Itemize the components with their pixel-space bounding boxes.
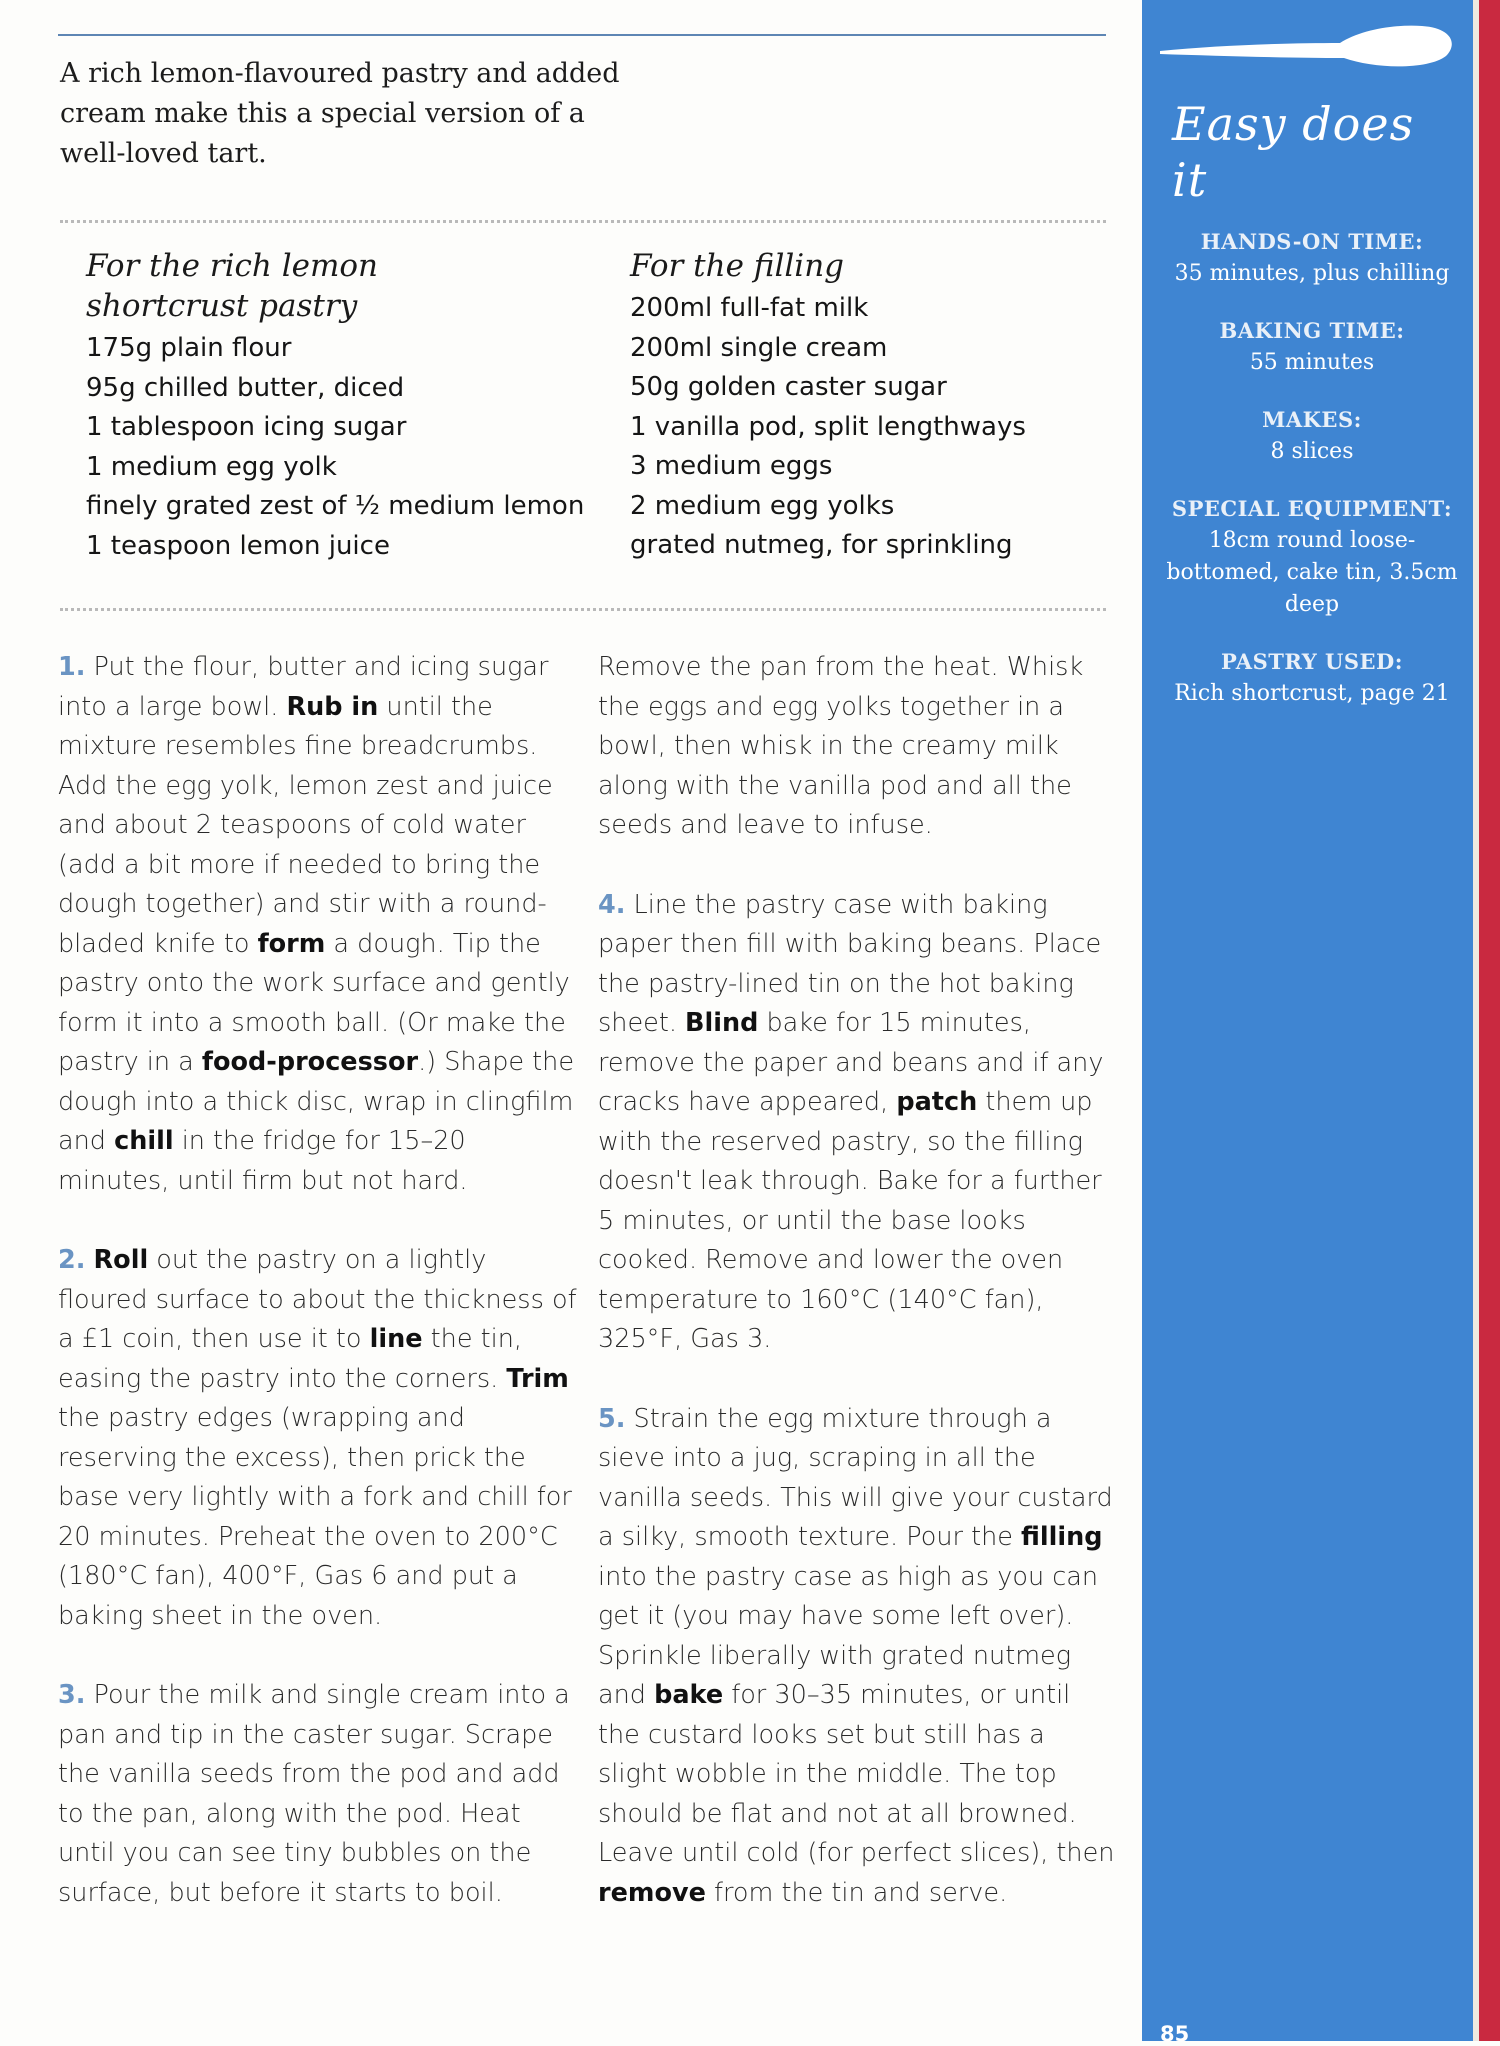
filling-ingredients bbox=[630, 246, 1100, 566]
method-step-5 bbox=[598, 1400, 1118, 1914]
filling-list bbox=[630, 289, 1100, 566]
sidebar-title: Easy does it bbox=[1172, 97, 1415, 207]
step-keyword: remove bbox=[598, 1877, 706, 1908]
sidebar-info bbox=[1162, 226, 1462, 735]
ingredient-item: 200ml full-fat milk bbox=[630, 293, 869, 323]
ingredient-item: 200ml single cream bbox=[630, 332, 888, 363]
step-keyword: Blind bbox=[685, 1008, 759, 1038]
filling-heading: For the filling bbox=[630, 248, 845, 284]
intro-text: A rich lemon-flavoured pastry and added cream make this a special version of a well-loved tart. bbox=[60, 58, 620, 169]
spoon-icon bbox=[1160, 18, 1460, 78]
step-text: into the pastry case as high as you can get it (you may have some left over). Sprinkle liberally with grated nutmeg and bbox=[598, 1561, 1099, 1710]
info-block bbox=[1162, 404, 1462, 468]
step-text: the tin, easing the pastry into the corners. bbox=[58, 1324, 522, 1394]
info-value: 8 slices bbox=[1270, 439, 1354, 464]
step-text: from the tin and serve. bbox=[705, 1877, 1008, 1908]
pastry-heading-line1: For the rich lemon bbox=[86, 248, 378, 284]
method-step-2 bbox=[58, 1241, 578, 1636]
info-block bbox=[1162, 226, 1462, 290]
ingredient-item: 175g plain flour bbox=[86, 333, 292, 363]
ingredient-item: 1 tablespoon icing sugar bbox=[86, 412, 407, 442]
step-keyword: bake bbox=[654, 1680, 724, 1710]
step-keyword: Roll bbox=[93, 1245, 149, 1275]
step-text: in the fridge for 15–20 minutes, until firm but not hard. bbox=[58, 1126, 468, 1196]
dotted-divider-bottom bbox=[60, 608, 1106, 611]
info-block bbox=[1162, 646, 1462, 710]
step-text: the pastry edges (wrapping and reserving the excess), then prick the base very lightly with a fork and chill for 20 minutes. Preheat the oven to 200°C (180°C fan), 400°F, Gas 6 and put a baking sheet in the oven. bbox=[58, 1403, 572, 1631]
step-text: out the pastry on a lightly floured surface to about the thickness of a £1 coin, then use it to bbox=[58, 1245, 577, 1354]
step-number: 3. bbox=[58, 1680, 86, 1710]
method-step-3 bbox=[58, 1676, 578, 1913]
ingredient-item: 3 medium eggs bbox=[630, 451, 833, 481]
method-step-4 bbox=[598, 886, 1118, 1360]
step-keyword: Rub in bbox=[286, 691, 379, 722]
top-rule bbox=[58, 34, 1106, 36]
info-block bbox=[1162, 315, 1462, 379]
step-keyword: form bbox=[257, 928, 326, 959]
info-value: Rich shortcrust, page 21 bbox=[1174, 681, 1450, 706]
step-text: Pour the milk and single cream into a pan and tip in the caster sugar. Scrape the vanilla seeds from the pod and add to the pan, along with the pod. Heat until you can see tiny bubbles on the surface, but before it starts to boil. bbox=[58, 1680, 570, 1908]
easy-does-it-panel bbox=[1142, 0, 1473, 2046]
info-label: PASTRY USED: bbox=[1221, 649, 1403, 674]
step-text bbox=[85, 1245, 93, 1275]
step-number: 1. bbox=[58, 652, 86, 682]
ingredient-item: 1 vanilla pod, split lengthways bbox=[630, 411, 1026, 442]
info-label: MAKES: bbox=[1262, 407, 1362, 432]
step-text: Remove the pan from the heat. Whisk the eggs and egg yolks together in a bowl, then whisk in the creamy milk along with the vanilla pod and all the seeds and leave to infuse. bbox=[598, 652, 1084, 840]
info-value: 55 minutes bbox=[1249, 350, 1375, 375]
ingredient-item: 95g chilled butter, diced bbox=[86, 372, 405, 403]
book-edge-red bbox=[1479, 0, 1500, 2041]
step-text: Put the flour, butter and icing sugar into a large bowl. bbox=[58, 652, 549, 722]
ingredient-item: 1 teaspoon lemon juice bbox=[86, 530, 390, 561]
info-block bbox=[1162, 493, 1462, 621]
step-number: 5. bbox=[598, 1403, 626, 1434]
info-value: 18cm round loose-bottomed, cake tin, 3.5cm deep bbox=[1166, 528, 1458, 617]
dotted-divider-top bbox=[60, 220, 1106, 223]
pastry-ingredients bbox=[86, 246, 606, 566]
info-label: SPECIAL EQUIPMENT: bbox=[1171, 496, 1453, 521]
ingredient-item: 1 medium egg yolk bbox=[86, 451, 337, 482]
method-step-1 bbox=[58, 648, 578, 1201]
pastry-heading bbox=[86, 246, 606, 326]
step-text: until the mixture resembles fine breadcrumbs. Add the egg yolk, lemon zest and juice and about 2 teaspoons of cold water (add a bit more if needed to bring the dough together) and stir with a round-bladed knife to bbox=[58, 691, 553, 959]
step-keyword: Trim bbox=[506, 1363, 569, 1394]
ingredient-item: 50g golden caster sugar bbox=[630, 372, 947, 402]
step-text: .) Shape the dough into a thick disc, wrap in clingfilm and bbox=[58, 1047, 575, 1156]
step-text: Strain the egg mixture through a sieve into a jug, scraping in all the vanilla seeds. This will give your custard a silky, smooth texture. Pour the bbox=[598, 1403, 1113, 1552]
step-text: Line the pastry case with baking paper then fill with baking beans. Place the pastry-lined tin on the hot baking sheet. bbox=[598, 889, 1102, 1038]
step-number: 2. bbox=[58, 1245, 86, 1275]
ingredient-item: finely grated zest of ½ medium lemon bbox=[86, 491, 585, 521]
info-label: HANDS-ON TIME: bbox=[1200, 229, 1424, 254]
ingredient-item: 2 medium egg yolks bbox=[630, 490, 895, 521]
step-text: for 30–35 minutes, or until the custard looks set but still has a slight wobble in the middle. The top should be flat and not at all browned. Leave until cold (for perfect slices), then bbox=[598, 1680, 1115, 1868]
page-number: 85 bbox=[1160, 2022, 1190, 2046]
step-keyword: patch bbox=[896, 1087, 978, 1117]
info-label: BAKING TIME: bbox=[1219, 318, 1405, 343]
step-keyword: chill bbox=[114, 1126, 174, 1156]
ingredient-item: grated nutmeg, for sprinkling bbox=[630, 530, 1013, 560]
step-keyword: line bbox=[369, 1324, 423, 1354]
method-column-right bbox=[598, 648, 1118, 1953]
pastry-list bbox=[86, 329, 606, 566]
info-value: 35 minutes, plus chilling bbox=[1174, 261, 1450, 286]
step-text: bake for 15 minutes, remove the paper and beans and if any cracks have appeared, bbox=[598, 1008, 1104, 1117]
pastry-heading-line2: shortcrust pastry bbox=[86, 288, 358, 324]
method-column-left bbox=[58, 648, 578, 1913]
method-step-3 bbox=[598, 648, 1118, 846]
step-text: them up with the reserved pastry, so the filling doesn't leak through. Bake for a further 5 minutes, or until the base looks cooked. Remove and lower the oven temperature to 160°C (140°C fan), 325°F, Gas 3. bbox=[598, 1087, 1102, 1354]
step-number: 4. bbox=[598, 889, 626, 920]
step-keyword: filling bbox=[1021, 1522, 1103, 1552]
step-keyword: food-processor bbox=[201, 1047, 419, 1077]
step-text: a dough. Tip the pastry onto the work surface and gently form it into a smooth ball. (Or make the pastry in a bbox=[58, 928, 570, 1077]
